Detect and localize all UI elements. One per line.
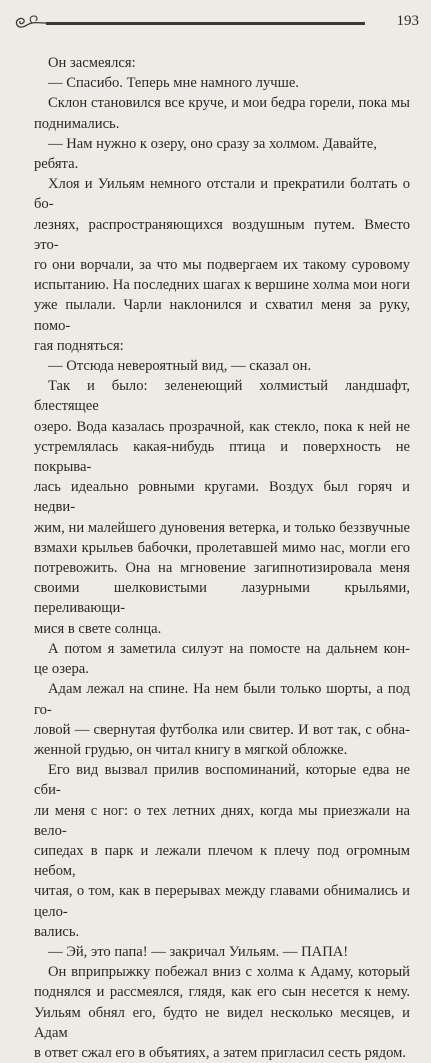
paragraph: [34, 356, 410, 376]
paragraph: [34, 942, 410, 962]
paragraph: [34, 679, 410, 760]
text-line: Он вприпрыжку побежал вниз с холма к Адаму, который: [48, 964, 410, 981]
text-line: Так и было: зеленеющий холмистый ландшафт, блестящее: [34, 378, 410, 415]
header-rule: [46, 22, 365, 25]
text-line: ловой — свернутая футболка или свитер. И вот так, с обна-: [34, 721, 410, 738]
text-line: Склон становился все круче, и мои бедра горели, пока мы: [48, 95, 410, 112]
text-line: потревожить. Она на мгновение загипнотизировала меня: [34, 560, 410, 577]
text-line: поднимались.: [34, 115, 120, 132]
text-line: озеро. Вода казалась прозрачной, как стекло, пока к ней не: [34, 418, 410, 435]
text-line: — Спасибо. Теперь мне намного лучше.: [48, 75, 299, 92]
text-line: гая подняться:: [34, 337, 124, 354]
paragraph: [34, 174, 410, 356]
text-line: Уильям обнял его, будто не видел несколько месяцев, и Адам: [34, 1004, 410, 1041]
page-number: 193: [396, 13, 419, 29]
text-line: А потом я заметила силуэт на помосте на дальнем кон-: [48, 640, 410, 657]
paragraph: [34, 93, 410, 133]
text-line: — Нам нужно к озеру, оно сразу за холмом. Давайте, ребята.: [34, 135, 377, 173]
text-line: вались.: [34, 923, 80, 940]
paragraph: [34, 639, 410, 679]
body-text: [34, 53, 410, 1063]
text-line: Адам лежал на спине. На нем были только шорты, а под го-: [34, 681, 410, 718]
text-line: Его вид вызвал прилив воспоминаний, которые едва не сби-: [34, 762, 410, 799]
paragraph: [34, 962, 410, 1063]
text-line: лезнях, распространяющихся воздушным путем. Вместо это-: [34, 216, 410, 253]
text-line: — Отсюда невероятный вид, — сказал он.: [48, 358, 312, 375]
text-line: мися в свете солнца.: [34, 620, 162, 637]
text-line: уже пылали. Чарли наклонился и схватил меня за руку, помо-: [34, 297, 410, 334]
text-line: це озера.: [34, 661, 89, 678]
paragraph: [34, 134, 410, 174]
text-line: жим, ни малейшего дуновения ветерка, и только беззвучные: [34, 519, 410, 536]
text-line: Он засмеялся:: [48, 55, 136, 71]
text-line: читая, о том, как в перерывах между главами обнимались и цело-: [34, 883, 410, 920]
text-line: устремлялась какая-нибудь птица и поверхность не покрыва-: [34, 438, 410, 476]
text-line: взмахи крыльев бабочки, пролетавшей мимо нас, могли его: [34, 539, 410, 556]
paragraph: [34, 760, 410, 942]
text-line: поднялся и рассмеялся, глядя, как его сын несется к нему.: [34, 984, 410, 1001]
text-line: Хлоя и Уильям немного отстали и прекратили болтать о бо-: [34, 176, 410, 213]
paragraph: [34, 53, 410, 73]
text-line: своими шелковистыми лазурными крыльями, переливающи-: [34, 580, 410, 617]
text-line: лась идеально ровными кругами. Воздух был горяч и недви-: [34, 479, 410, 516]
text-line: сипедах в парк и лежали плечом к плечу под огромным небом,: [34, 842, 410, 880]
paragraph: [34, 376, 410, 639]
text-line: го они ворчали, за что мы подвергаем их такому суровому: [34, 257, 410, 274]
text-line: в ответ сжал его в объятиях, а затем пригласил сесть рядом.: [34, 1044, 406, 1061]
text-line: испытанию. На последних шагах к вершине холма мои ноги: [34, 277, 410, 294]
paragraph: [34, 73, 410, 93]
text-line: ли меня с ног: о тех летних днях, когда мы приезжали на вело-: [34, 802, 410, 839]
flourish-ornament-icon: [12, 10, 48, 34]
text-line: женной грудью, он читал книгу в мягкой обложке.: [34, 741, 348, 758]
running-header: [0, 0, 431, 44]
text-line: — Эй, это папа! — закричал Уильям. — ПАПА!: [48, 943, 349, 960]
